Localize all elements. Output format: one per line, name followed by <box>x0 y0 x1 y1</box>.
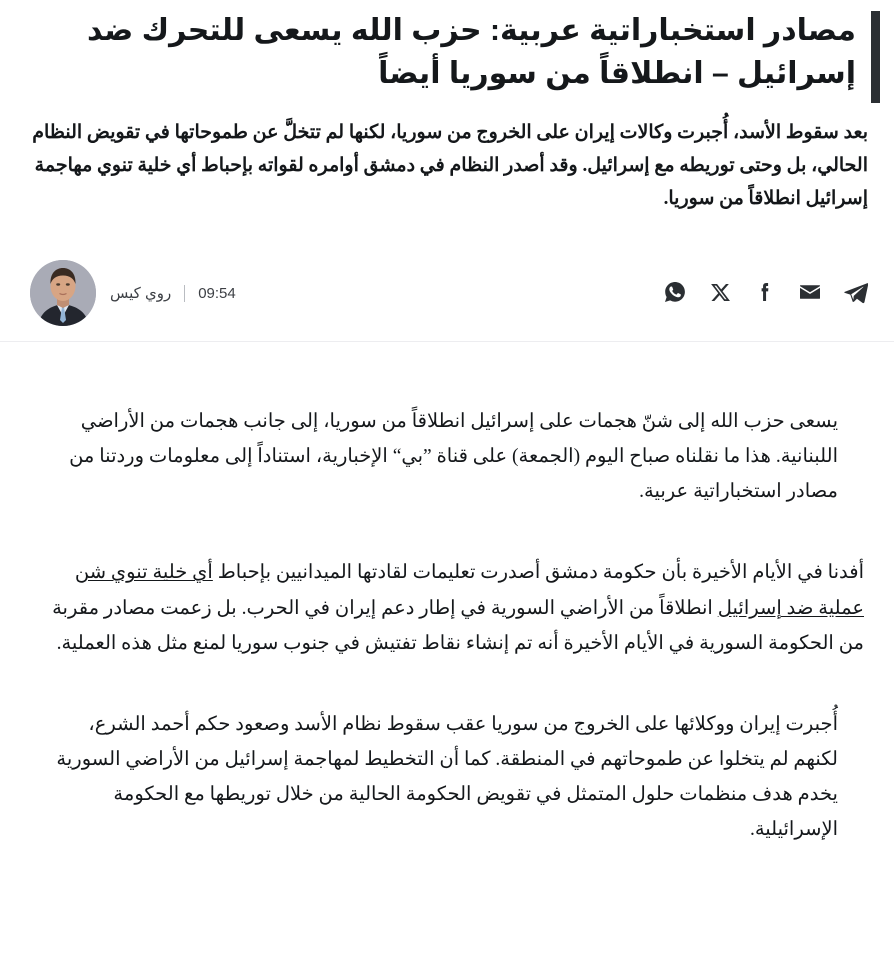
body-paragraph-3: أُجبرت إيران ووكلائها على الخروج من سوريا عقب سقوط نظام الأسد وصعود حكم أحمد الشرع، لكنهم لم يتخلوا عن طموحاتهم في المنطقة. كما أن التخطيط لمهاجمة إسرائيل من الأراضي السورية يخدم هدف منظمات حلول المتمثل في تقويض الحكومة الحالية من خلال توريطها مع الحكومة الإسرائيلية. <box>56 713 838 841</box>
headline-line-1: مصادر استخباراتية عربية: حزب الله يسعى للتحرك ضد <box>86 14 856 47</box>
page-title <box>40 10 870 95</box>
byline-divider <box>0 341 894 342</box>
telegram-icon[interactable] <box>842 279 868 305</box>
author-block <box>30 260 236 326</box>
facebook-icon[interactable] <box>752 279 778 305</box>
publish-time: 09:54 <box>198 284 236 302</box>
author-name[interactable]: روي كيس <box>110 285 172 303</box>
body-paragraph-1: يسعى حزب الله إلى شنّ هجمات على إسرائيل انطلاقاً من سوريا، إلى جانب هجمات من الأراضي اللبنانية. هذا ما نقلناه صباح اليوم (الجمعة) على قناة ”بي“ الإخبارية، استناداً إلى معلومات وردتنا من مصادر استخباراتية عربية. <box>69 411 838 503</box>
whatsapp-icon[interactable] <box>662 279 688 305</box>
paragraph-2-text-before: أفدنا في الأيام الأخيرة بأن حكومة دمشق أصدرت تعليمات لقادتها الميدانيين بإحباط <box>212 562 864 584</box>
headline-block <box>0 0 894 95</box>
headline-accent-bar <box>871 11 880 103</box>
paragraph-2-text-after: انطلاقاً من الأراضي السورية في إطار دعم إيران في الحرب. بل زعمت مصادر مقربة من الحكومة السورية في الأيام الأخيرة أنه تم إنشاء نقاط تفتيش في جنوب سوريا لمنع مثل هذه العملية. <box>52 597 864 654</box>
headline-line-2: إسرائيل – انطلاقاً من سوريا أيضاً <box>378 56 856 90</box>
author-meta <box>110 284 236 302</box>
article-body <box>0 404 894 847</box>
meta-separator <box>184 285 185 302</box>
inline-article-link[interactable]: أي خلية تنوي شن عملية ضد إسرائيل <box>74 562 864 619</box>
email-icon[interactable] <box>797 279 823 305</box>
x-twitter-icon[interactable] <box>707 279 733 305</box>
share-bar <box>662 279 868 307</box>
body-paragraph-2 <box>30 555 864 660</box>
avatar <box>30 260 96 326</box>
article-lede: بعد سقوط الأسد، أُجبرت وكالات إيران على الخروج من سوريا، لكنها لم تتخلَّ عن طموحاتها في تقويض النظام الحالي، بل وحتى توريطه مع إسرائيل. وقد أصدر النظام في دمشق أوامره لقواته بإحباط أي خلية تنوي مهاجمة إسرائيل انطلاقاً من سوريا. <box>32 122 868 209</box>
byline-row <box>0 245 894 341</box>
